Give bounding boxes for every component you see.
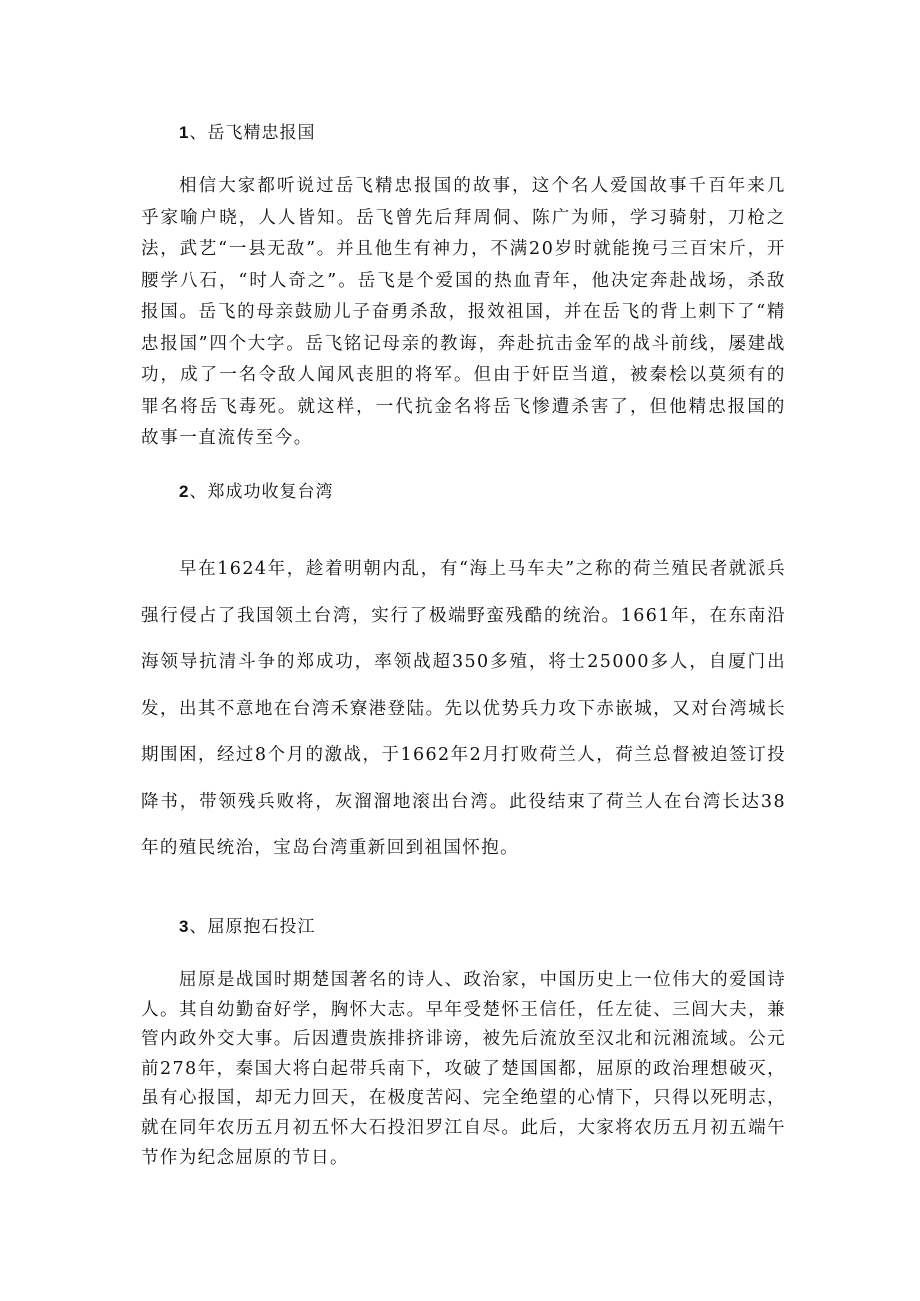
section-title: 、岳飞精忠报国	[189, 123, 316, 143]
section-heading	[179, 480, 786, 504]
section-yue-fei	[141, 121, 786, 455]
section-title: 、屈原抱石投江	[189, 917, 316, 937]
section-heading	[179, 915, 786, 939]
section-number: 1	[179, 123, 190, 142]
section-body: 屈原是战国时期楚国著名的诗人、政治家，中国历史上一位伟大的爱国诗人。其自幼勤奋好学，胸怀大志。早年受楚怀王信任，任左徒、三闾大夫，兼管内政外交大事。后因遭贵族排挤诽谤，被先后流放至汉北和沅湘流域。公元前278年，秦国大将白起带兵南下，攻破了楚国国都，屈原的政治理想破灭，虽有心报国，却无力回天，在极度苦闷、完全绝望的心情下，只得以死明志，就在同年农历五月初五怀大石投汨罗江自尽。此后，大家将农历五月初五端午节作为纪念屈原的节日。	[141, 970, 786, 1168]
section-body: 早在1624年，趁着明朝内乱，有“海上马车夫”之称的荷兰殖民者就派兵强行侵占了我国领土台湾，实行了极端野蛮残酷的统治。1661年，在东南沿海领导抗清斗争的郑成功，率领战超350多殖，将士25000多人，自厦门出发，出其不意地在台湾禾寮港登陆。先以优势兵力攻下赤嵌城，又对台湾城长期围困，经过8个月的激战，于1662年2月打败荷兰人，荷兰总督被迫签订投降书，带领残兵败将，灰溜溜地滚出台湾。此役结束了荷兰人在台湾长达38年的殖民统治，宝岛台湾重新回到祖国怀抱。	[141, 559, 786, 858]
section-qu-yuan	[141, 915, 786, 1173]
section-body: 相信大家都听说过岳飞精忠报国的故事，这个名人爱国故事千百年来几乎家喻户晓，人人皆知。岳飞曾先后拜周侗、陈广为师，学习骑射，刀枪之法，武艺“一县无敌”。并且他生有神力，不满20岁时就能挽弓三百宋斤，开腰学八石，“时人奇之”。岳飞是个爱国的热血青年，他决定奔赴战场，杀敌报国。岳飞的母亲鼓励儿子奋勇杀敌，报效祖国，并在岳飞的背上刺下了“精忠报国”四个大字。岳飞铭记母亲的教诲，奔赴抗击金军的战斗前线，屡建战功，成了一名令敌人闻风丧胆的将军。但由于奸臣当道，被秦桧以莫须有的罪名将岳飞毒死。就这样，一代抗金名将岳飞惨遭杀害了，但他精忠报国的故事一直流传至今。	[141, 176, 786, 448]
section-number: 3	[179, 917, 190, 936]
section-number: 2	[179, 482, 190, 501]
section-title: 、郑成功收复台湾	[189, 482, 334, 502]
section-zheng-chenggong	[141, 480, 786, 872]
section-heading	[179, 121, 786, 145]
